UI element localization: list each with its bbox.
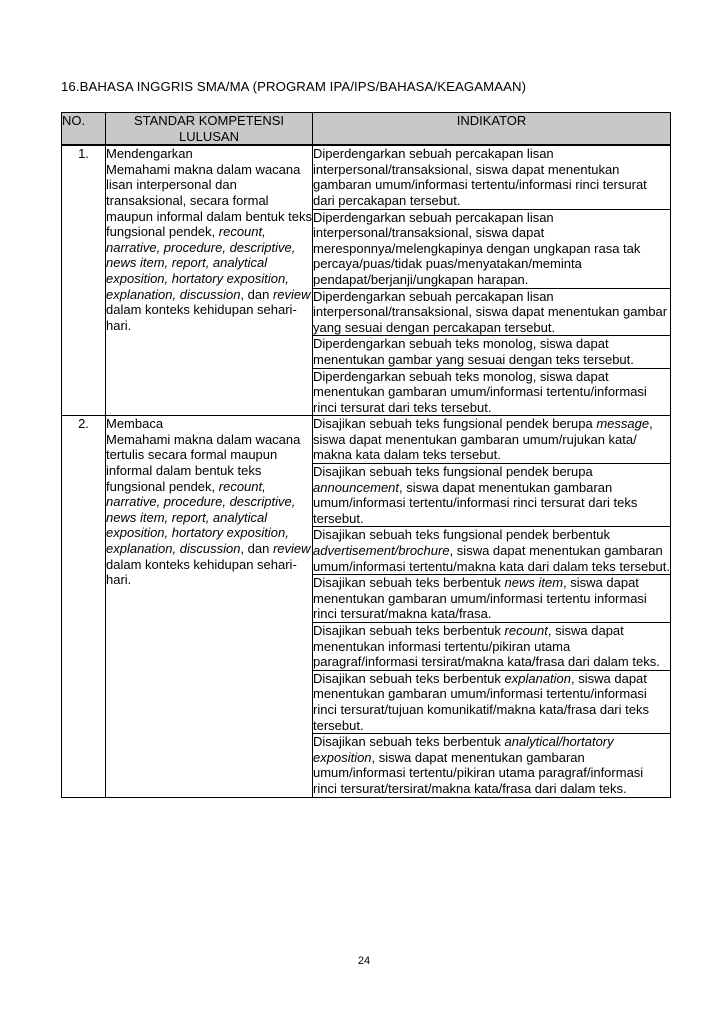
indicator-cell: Diperdengarkan sebuah percakapan lisan interpersonal/transaksional, siswa dapat meresponnya/melengkapinya dengan ungkapan rasa tak percaya/puas/tidak puas/menyatakan/meminta pendapat/berjanji/ungkapan harapan.: [313, 209, 671, 288]
desc-italic: recount, narrative, procedure, descriptive, news item, report, analytical exposition, hortatory exposition, explanation, discussion: [106, 478, 296, 557]
competency-cell: [106, 416, 313, 797]
indicator-text: Disajikan sebuah teks fungsional pendek berupa: [313, 464, 593, 480]
indicator-cell: Diperdengarkan sebuah teks monolog, siswa dapat menentukan gambaran umum/informasi tertentu/informasi rinci tersurat dari teks tersebut.: [313, 368, 671, 416]
indicator-text: Disajikan sebuah teks berbentuk: [313, 734, 505, 750]
indicator-cell: [313, 575, 671, 623]
skill-name: Mendengarkan: [106, 146, 193, 162]
indicator-text: Disajikan sebuah teks fungsional pendek berupa: [313, 416, 597, 432]
indicator-cell: [313, 670, 671, 733]
table-header-row: [62, 113, 671, 146]
desc-text: dalam konteks kehidupan sehari-hari.: [106, 302, 297, 333]
row-number: 1.: [62, 145, 106, 416]
indicator-text: , siswa dapat menentukan gambaran umum/informasi tertentu/informasi rinci tersurat/tujuan komunikatif/makna kata/frasa dari teks tersebut.: [313, 670, 649, 733]
indicator-cell: Diperdengarkan sebuah percakapan lisan interpersonal/transaksional, siswa dapat menentukan gambaran umum/informasi tertentu/informasi rinci tersurat dari percakapan tersebut.: [313, 145, 671, 209]
indicator-italic: advertisement/brochure: [313, 543, 450, 559]
indicator-text: , siswa dapat menentukan informasi tertentu/pikiran utama paragraf/informasi tersirat/makna kata/frasa dari dalam teks.: [313, 623, 660, 670]
header-no: NO.: [62, 113, 106, 146]
indicator-italic: message: [596, 416, 650, 432]
indicator-text: , siswa dapat menentukan gambaran umum/informasi tertentu informasi rinci tersurat/makna kata/frasa.: [313, 575, 647, 622]
desc-italic: review: [272, 286, 311, 302]
indicator-italic: news item: [504, 575, 564, 591]
competency-description: [106, 432, 312, 588]
indicator-cell: [313, 623, 671, 671]
indicator-text: , siswa dapat menentukan gambaran umum/informasi tertentu/makna kata dari dalam teks tersebut.: [313, 543, 670, 574]
desc-text: , dan: [240, 286, 273, 302]
competency-table: [61, 112, 671, 798]
indicator-cell: [313, 734, 671, 797]
indicator-cell: [313, 527, 671, 575]
indicator-cell: Diperdengarkan sebuah teks monolog, siswa dapat menentukan gambar yang sesuai dengan teks tersebut.: [313, 336, 671, 368]
header-sk-line1: STANDAR KOMPETENSI: [133, 113, 284, 128]
indicator-text: Disajikan sebuah teks fungsional pendek berbentuk: [313, 527, 611, 543]
desc-text: Memahami makna dalam wacana lisan interpersonal dan transaksional, secara formal maupun informal dalam bentuk teks fungsional pendek,: [106, 161, 312, 240]
header-indikator: INDIKATOR: [313, 113, 671, 146]
indicator-text: Disajikan sebuah teks berbentuk: [313, 623, 505, 638]
desc-italic: review: [272, 541, 311, 557]
indicator-text: , siswa dapat menentukan gambaran umum/informasi tertentu/pikiran utama paragraf/informasi rinci tersurat/tersirat/makna kata/frasa dari dalam teks.: [313, 749, 644, 796]
desc-italic: recount, narrative, procedure, descriptive, news item, report, analytical exposition, hortatory exposition, explanation, discussion: [106, 224, 296, 302]
indicator-text: Disajikan sebuah teks berbentuk: [313, 575, 505, 591]
skill-name: Membaca: [106, 416, 164, 432]
indicator-cell: Diperdengarkan sebuah percakapan lisan interpersonal/transaksional, siswa dapat menentukan gambar yang sesuai dengan percakapan tersebut.: [313, 288, 671, 336]
desc-text: Memahami makna dalam wacana tertulis secara formal maupun informal dalam bentuk teks fungsional pendek,: [106, 431, 301, 494]
row-number: 2.: [62, 416, 106, 797]
table-row: [62, 145, 671, 209]
indicator-italic: announcement: [313, 479, 400, 495]
desc-text: dalam konteks kehidupan sehari-hari.: [106, 556, 297, 588]
document-title: 16.BAHASA INGGRIS SMA/MA (PROGRAM IPA/IPS/BAHASA/KEAGAMAAN): [61, 79, 527, 94]
indicator-italic: analytical/hortatory exposition: [313, 734, 614, 765]
indicator-italic: recount: [504, 623, 548, 638]
header-sk-line2: LULUSAN: [179, 128, 239, 144]
competency-description: [106, 162, 312, 334]
indicator-italic: explanation: [504, 670, 572, 686]
header-standar-kompetensi: [106, 113, 313, 146]
indicator-cell: [313, 464, 671, 527]
indicator-cell: [313, 416, 671, 464]
page-number: 24: [357, 955, 371, 967]
indicator-text: , siswa dapat menentukan gambaran umum/informasi tertentu/informasi rinci tersurat dari teks tersebut.: [313, 479, 638, 526]
table-row: [62, 416, 671, 464]
indicator-text: Disajikan sebuah teks berbentuk: [313, 670, 505, 686]
indicator-text: , siswa dapat menentukan gambaran umum/rujukan kata/ makna kata dalam teks tersebut.: [313, 416, 653, 463]
competency-cell: [106, 145, 313, 416]
desc-text: , dan: [240, 541, 273, 557]
